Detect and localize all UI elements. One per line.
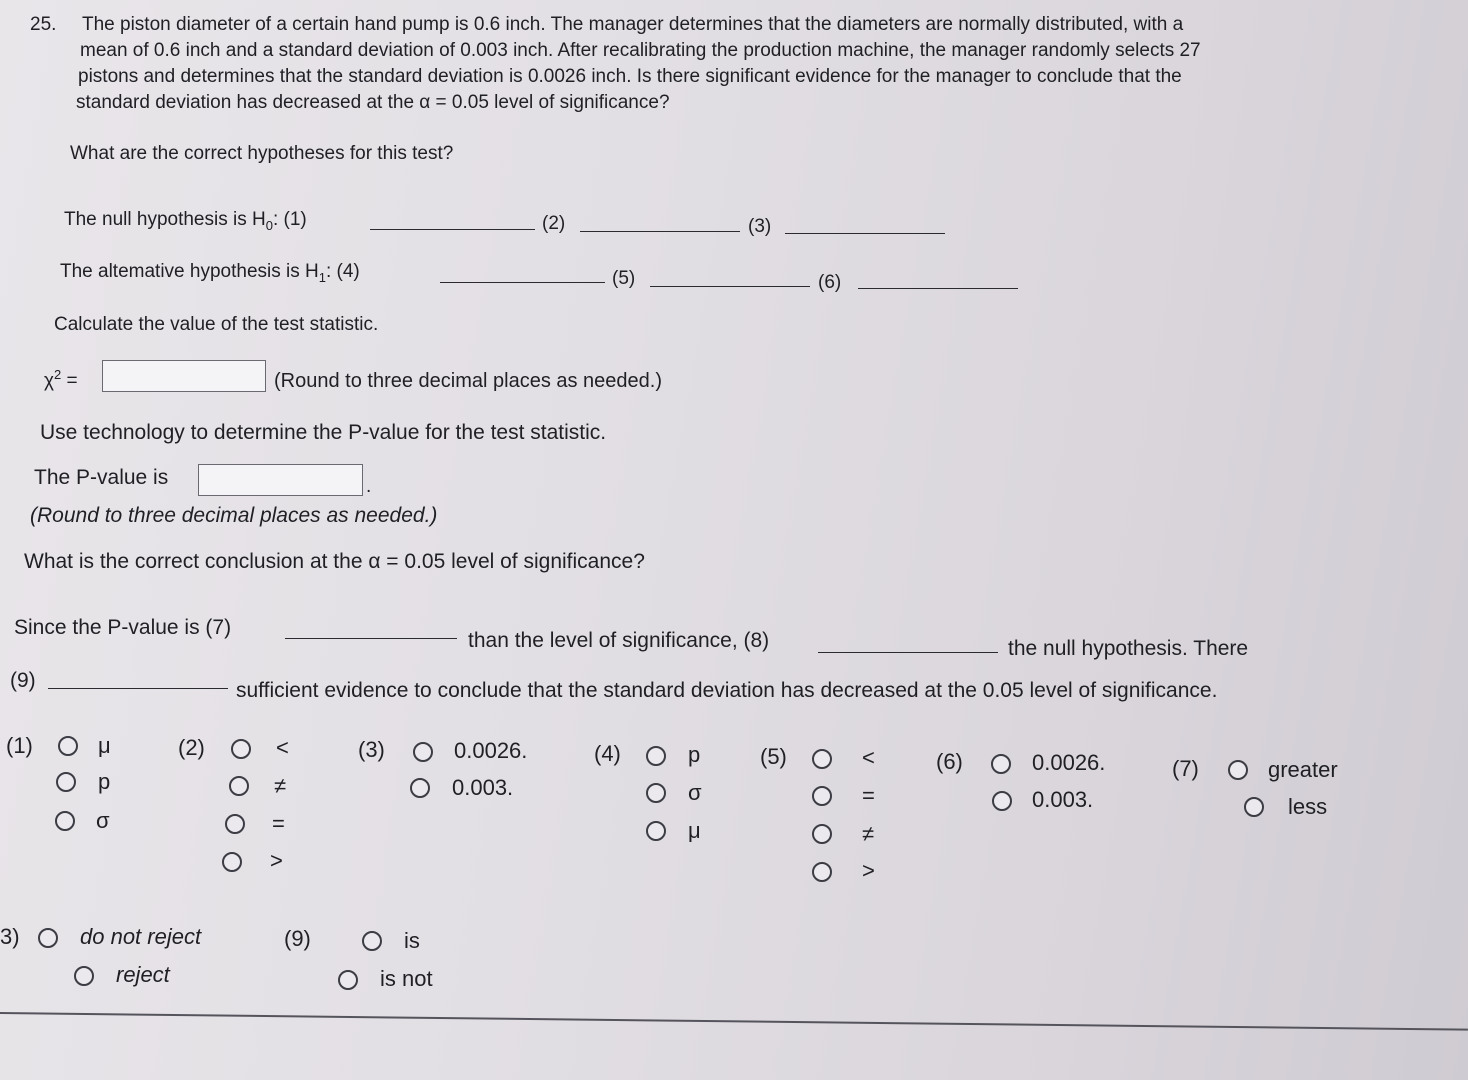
- alt-subscript: 1: [318, 269, 326, 285]
- question-line-1: The piston diameter of a certain hand pump is 0.6 inch. The manager determines that the diameters are normally distributed, with a: [82, 14, 1184, 35]
- null-hypothesis-label: [64, 207, 307, 239]
- option-9-is-not-radio[interactable]: [338, 970, 358, 990]
- option-6-0026-label: 0.0026.: [1032, 750, 1106, 775]
- group-6-label: (6): [936, 749, 963, 774]
- option-1-sigma-radio[interactable]: [55, 811, 75, 831]
- option-4-sigma-label: σ: [688, 780, 702, 805]
- blank-1-label: (1): [283, 209, 307, 230]
- option-9-is-not-label: is not: [380, 966, 433, 991]
- option-9-is-radio[interactable]: [362, 931, 382, 951]
- option-9-is-label: is: [404, 928, 420, 953]
- blank-3-label: (3): [748, 216, 772, 237]
- option-3-003-radio[interactable]: [410, 778, 430, 798]
- option-1-mu-radio[interactable]: [58, 736, 78, 756]
- p-value-period: .: [366, 476, 372, 497]
- option-4-sigma-radio[interactable]: [646, 783, 666, 803]
- test-statistic-prompt: Calculate the value of the test statistic.: [54, 314, 379, 335]
- null-label-text: The null hypothesis is H: [64, 209, 266, 230]
- blank-7-line[interactable]: [285, 638, 457, 639]
- option-2-ne-radio[interactable]: [229, 776, 249, 796]
- blank-2-label: (2): [542, 213, 566, 234]
- option-4-p-radio[interactable]: [646, 746, 666, 766]
- test-statistic-input[interactable]: [102, 360, 266, 392]
- option-8-do-not-reject-radio[interactable]: [38, 928, 58, 948]
- option-7-less-radio[interactable]: [1244, 797, 1264, 817]
- conclusion-part-4: (9): [10, 669, 36, 692]
- chi-square-symbol: [44, 362, 78, 394]
- blank-5-line[interactable]: [650, 286, 810, 287]
- option-8-reject-radio[interactable]: [74, 966, 94, 986]
- p-value-label: The P-value is: [34, 466, 169, 489]
- question-line-3: pistons and determines that the standard deviation is 0.0026 inch. Is there significant evidence for the manager to conclude that the: [78, 66, 1182, 87]
- option-7-less-label: less: [1288, 794, 1328, 819]
- option-5-lt-label: <: [862, 745, 875, 770]
- blank-8-line[interactable]: [818, 652, 998, 653]
- option-5-lt-radio[interactable]: [812, 749, 832, 769]
- option-2-eq-radio[interactable]: [225, 814, 245, 834]
- option-2-gt-label: >: [270, 848, 283, 873]
- option-5-gt-radio[interactable]: [812, 862, 832, 882]
- option-5-ne-label: ≠: [862, 821, 875, 846]
- chi-equals: =: [66, 370, 78, 392]
- hypotheses-prompt: What are the correct hypotheses for this test?: [70, 143, 454, 164]
- option-2-ne-label: ≠: [274, 773, 287, 798]
- conclusion-prompt: What is the correct conclusion at the α = 0.05 level of significance?: [24, 550, 645, 573]
- option-6-003-label: 0.003.: [1032, 787, 1094, 812]
- group-3-label: (3): [358, 737, 385, 762]
- blank-9-line[interactable]: [48, 688, 228, 689]
- null-subscript: 0: [265, 217, 273, 233]
- option-3-0026-label: 0.0026.: [454, 738, 528, 763]
- option-8-reject-label: reject: [116, 962, 170, 987]
- option-7-greater-radio[interactable]: [1228, 760, 1248, 780]
- option-1-p-radio[interactable]: [56, 772, 76, 792]
- blank-6-line[interactable]: [858, 288, 1018, 289]
- option-3-003-label: 0.003.: [452, 775, 514, 800]
- conclusion-part-5: sufficient evidence to conclude that the standard deviation has decreased at the 0.05 level of significance.: [236, 679, 1218, 702]
- blank-2-line[interactable]: [580, 231, 740, 232]
- blank-3-line[interactable]: [785, 233, 945, 234]
- alt-hypothesis-label: [60, 259, 360, 291]
- group-7-label: (7): [1172, 756, 1199, 781]
- group-4-label: (4): [594, 741, 621, 766]
- chi-exponent: 2: [53, 367, 62, 382]
- option-5-eq-radio[interactable]: [812, 786, 832, 806]
- null-colon: :: [272, 209, 279, 230]
- chi-symbol: χ: [44, 370, 54, 392]
- option-1-mu-label: μ: [98, 733, 111, 758]
- conclusion-part-3: the null hypothesis. There: [1008, 637, 1249, 660]
- option-2-gt-radio[interactable]: [222, 852, 242, 872]
- blank-4-label: (4): [336, 261, 360, 282]
- p-value-input[interactable]: [198, 464, 363, 496]
- option-5-eq-label: =: [862, 783, 875, 808]
- group-9-label: (9): [284, 926, 311, 951]
- question-line-2: mean of 0.6 inch and a standard deviation of 0.003 inch. After recalibrating the production machine, the manager randomly selects 27: [80, 40, 1201, 61]
- option-2-lt-radio[interactable]: [231, 739, 251, 759]
- option-3-0026-radio[interactable]: [413, 742, 433, 762]
- blank-1-line[interactable]: [370, 229, 535, 230]
- bottom-divider: [0, 1012, 1468, 1031]
- blank-5-label: (5): [612, 268, 636, 289]
- option-4-mu-label: μ: [688, 818, 701, 843]
- question-number: 25.: [30, 14, 57, 35]
- option-2-eq-label: =: [272, 811, 285, 836]
- group-5-label: (5): [760, 744, 787, 769]
- option-6-0026-radio[interactable]: [991, 754, 1011, 774]
- blank-6-label: (6): [818, 272, 842, 293]
- conclusion-part-2: than the level of significance, (8): [468, 629, 770, 652]
- alt-colon: :: [325, 261, 332, 282]
- option-7-greater-label: greater: [1268, 757, 1338, 782]
- option-6-003-radio[interactable]: [992, 791, 1012, 811]
- option-4-mu-radio[interactable]: [646, 821, 666, 841]
- group-8-label: 3): [0, 924, 20, 949]
- group-2-label: (2): [178, 735, 205, 760]
- option-1-p-label: p: [98, 769, 111, 794]
- question-line-4: standard deviation has decreased at the α = 0.05 level of significance?: [76, 92, 670, 113]
- blank-4-line[interactable]: [440, 282, 605, 283]
- conclusion-part-1: Since the P-value is (7): [14, 616, 232, 639]
- option-1-sigma-label: σ: [96, 808, 110, 833]
- test-statistic-hint: (Round to three decimal places as needed.): [274, 370, 663, 392]
- option-2-lt-label: <: [276, 735, 289, 760]
- alt-label-text: The altemative hypothesis is H: [60, 261, 319, 282]
- option-8-do-not-reject-label: do not reject: [80, 924, 202, 949]
- p-value-hint: (Round to three decimal places as needed.): [30, 504, 438, 527]
- option-4-p-label: p: [688, 742, 701, 767]
- p-value-prompt: Use technology to determine the P-value for the test statistic.: [40, 421, 607, 444]
- group-1-label: (1): [6, 733, 33, 758]
- option-5-gt-label: >: [862, 858, 875, 883]
- option-5-ne-radio[interactable]: [812, 824, 832, 844]
